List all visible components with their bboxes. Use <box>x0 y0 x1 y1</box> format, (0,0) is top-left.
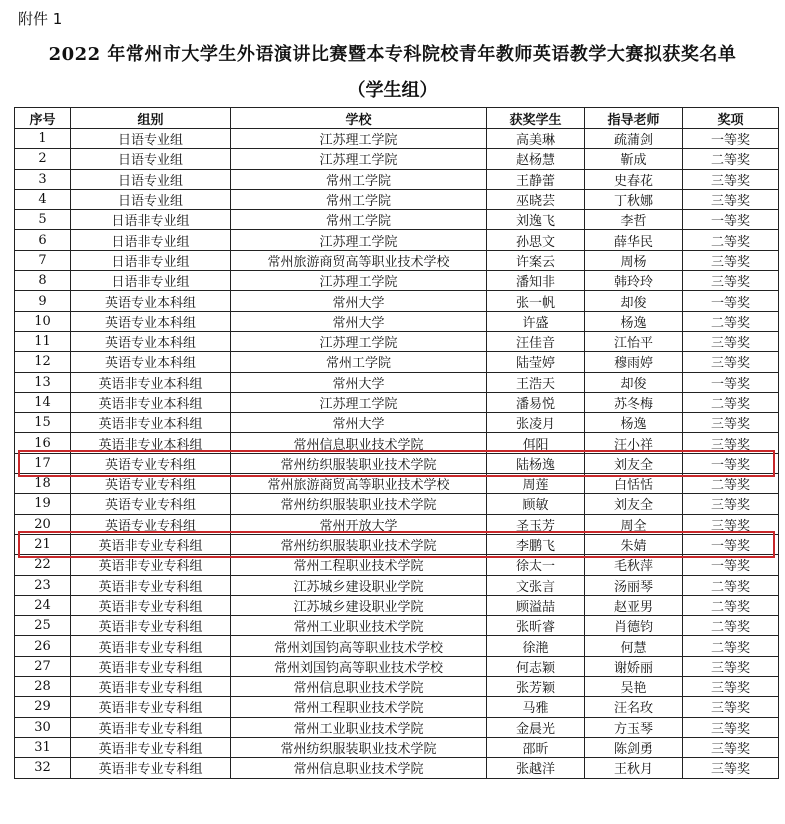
table-row <box>15 534 779 554</box>
cell-teacher: 朱婧 <box>585 534 683 554</box>
cell-teacher: 李哲 <box>585 210 683 230</box>
cell-school: 常州刘国钧高等职业技术学校 <box>231 656 487 676</box>
cell-student: 王静蕾 <box>487 169 585 189</box>
cell-school: 常州大学 <box>231 291 487 311</box>
cell-category: 日语非专业组 <box>71 230 231 250</box>
cell-number: 13 <box>15 372 71 392</box>
table-row <box>15 291 779 311</box>
cell-category: 英语非专业专科组 <box>71 534 231 554</box>
table-body <box>15 129 779 779</box>
cell-award: 三等奖 <box>683 494 779 514</box>
cell-number: 19 <box>15 494 71 514</box>
cell-teacher: 疏蒲剑 <box>585 129 683 149</box>
cell-school: 常州工业职业技术学院 <box>231 717 487 737</box>
cell-category: 英语非专业专科组 <box>71 717 231 737</box>
cell-teacher: 白恬恬 <box>585 474 683 494</box>
cell-award: 三等奖 <box>683 271 779 291</box>
cell-award: 二等奖 <box>683 230 779 250</box>
cell-student: 赵杨慧 <box>487 149 585 169</box>
cell-award: 二等奖 <box>683 575 779 595</box>
cell-number: 10 <box>15 311 71 331</box>
cell-school: 常州开放大学 <box>231 514 487 534</box>
cell-teacher: 丁秋娜 <box>585 189 683 209</box>
cell-award: 三等奖 <box>683 433 779 453</box>
cell-student: 邵昕 <box>487 737 585 757</box>
table-header-row <box>15 108 779 129</box>
cell-number: 8 <box>15 271 71 291</box>
table-row <box>15 352 779 372</box>
cell-student: 王浩天 <box>487 372 585 392</box>
cell-award: 三等奖 <box>683 758 779 778</box>
table-row <box>15 677 779 697</box>
cell-student: 陆杨逸 <box>487 453 585 473</box>
cell-category: 英语非专业专科组 <box>71 737 231 757</box>
table-row <box>15 514 779 534</box>
cell-teacher: 方玉琴 <box>585 717 683 737</box>
table-row <box>15 636 779 656</box>
cell-number: 31 <box>15 737 71 757</box>
cell-teacher: 刘友全 <box>585 453 683 473</box>
cell-award: 一等奖 <box>683 210 779 230</box>
cell-award: 三等奖 <box>683 169 779 189</box>
cell-category: 英语专业本科组 <box>71 291 231 311</box>
document-subtitle: （学生组） <box>347 80 438 101</box>
cell-teacher: 穆雨婷 <box>585 352 683 372</box>
cell-teacher: 史春花 <box>585 169 683 189</box>
cell-award: 三等奖 <box>683 352 779 372</box>
cell-category: 英语专业专科组 <box>71 514 231 534</box>
table-row <box>15 271 779 291</box>
table-row <box>15 555 779 575</box>
table-row <box>15 210 779 230</box>
cell-school: 江苏城乡建设职业学院 <box>231 575 487 595</box>
cell-student: 陆莹婷 <box>487 352 585 372</box>
cell-category: 英语非专业专科组 <box>71 677 231 697</box>
cell-category: 英语非专业专科组 <box>71 636 231 656</box>
cell-number: 2 <box>15 149 71 169</box>
cell-award: 二等奖 <box>683 474 779 494</box>
cell-category: 英语非专业专科组 <box>71 758 231 778</box>
cell-student: 周莲 <box>487 474 585 494</box>
cell-student: 张芳颖 <box>487 677 585 697</box>
col-header-teacher: 指导老师 <box>585 108 683 129</box>
cell-teacher: 陈剑勇 <box>585 737 683 757</box>
cell-teacher: 苏冬梅 <box>585 392 683 412</box>
cell-award: 一等奖 <box>683 453 779 473</box>
cell-award: 二等奖 <box>683 311 779 331</box>
cell-student: 潘易悦 <box>487 392 585 412</box>
cell-school: 常州纺织服装职业技术学院 <box>231 534 487 554</box>
cell-teacher: 刘友全 <box>585 494 683 514</box>
cell-teacher: 谢娇丽 <box>585 656 683 676</box>
cell-category: 日语专业组 <box>71 169 231 189</box>
cell-school: 常州工学院 <box>231 352 487 372</box>
cell-number: 6 <box>15 230 71 250</box>
cell-award: 三等奖 <box>683 250 779 270</box>
cell-number: 12 <box>15 352 71 372</box>
table-row <box>15 697 779 717</box>
cell-school: 江苏理工学院 <box>231 271 487 291</box>
cell-number: 24 <box>15 595 71 615</box>
col-header-school: 学校 <box>231 108 487 129</box>
cell-school: 常州信息职业技术学院 <box>231 677 487 697</box>
cell-award: 三等奖 <box>683 737 779 757</box>
cell-category: 英语专业专科组 <box>71 453 231 473</box>
cell-award: 三等奖 <box>683 677 779 697</box>
cell-award: 二等奖 <box>683 636 779 656</box>
cell-number: 32 <box>15 758 71 778</box>
table-row <box>15 717 779 737</box>
cell-number: 27 <box>15 656 71 676</box>
cell-award: 一等奖 <box>683 534 779 554</box>
cell-number: 17 <box>15 453 71 473</box>
cell-award: 二等奖 <box>683 392 779 412</box>
cell-school: 常州纺织服装职业技术学院 <box>231 494 487 514</box>
cell-student: 李鹏飞 <box>487 534 585 554</box>
cell-award: 二等奖 <box>683 616 779 636</box>
cell-student: 张越洋 <box>487 758 585 778</box>
cell-category: 英语非专业专科组 <box>71 616 231 636</box>
cell-category: 英语非专业本科组 <box>71 392 231 412</box>
cell-school: 常州旅游商贸高等职业技术学校 <box>231 250 487 270</box>
col-header-award: 奖项 <box>683 108 779 129</box>
cell-number: 14 <box>15 392 71 412</box>
cell-school: 常州工学院 <box>231 189 487 209</box>
col-header-number: 序号 <box>15 108 71 129</box>
table-row <box>15 737 779 757</box>
cell-award: 三等奖 <box>683 656 779 676</box>
cell-school: 江苏理工学院 <box>231 331 487 351</box>
cell-teacher: 杨逸 <box>585 311 683 331</box>
cell-student: 张一帆 <box>487 291 585 311</box>
cell-teacher: 汤丽琴 <box>585 575 683 595</box>
cell-student: 许盛 <box>487 311 585 331</box>
cell-number: 9 <box>15 291 71 311</box>
cell-teacher: 赵亚男 <box>585 595 683 615</box>
cell-school: 常州纺织服装职业技术学院 <box>231 453 487 473</box>
cell-category: 英语非专业专科组 <box>71 656 231 676</box>
cell-school: 常州工学院 <box>231 169 487 189</box>
cell-number: 30 <box>15 717 71 737</box>
table-row <box>15 433 779 453</box>
table-row <box>15 758 779 778</box>
cell-category: 英语非专业本科组 <box>71 413 231 433</box>
cell-school: 常州工程职业技术学院 <box>231 697 487 717</box>
cell-school: 常州大学 <box>231 311 487 331</box>
table-row <box>15 392 779 412</box>
cell-school: 常州旅游商贸高等职业技术学校 <box>231 474 487 494</box>
table-row <box>15 230 779 250</box>
cell-student: 潘知非 <box>487 271 585 291</box>
cell-award: 一等奖 <box>683 129 779 149</box>
cell-number: 3 <box>15 169 71 189</box>
cell-teacher: 汪小祥 <box>585 433 683 453</box>
cell-teacher: 却俊 <box>585 372 683 392</box>
cell-category: 英语非专业本科组 <box>71 433 231 453</box>
table-row <box>15 474 779 494</box>
cell-number: 25 <box>15 616 71 636</box>
cell-teacher: 靳成 <box>585 149 683 169</box>
cell-student: 金晨光 <box>487 717 585 737</box>
table-row <box>15 169 779 189</box>
cell-teacher: 周全 <box>585 514 683 534</box>
cell-number: 4 <box>15 189 71 209</box>
cell-category: 英语非专业专科组 <box>71 555 231 575</box>
cell-student: 巫晓芸 <box>487 189 585 209</box>
cell-category: 日语非专业组 <box>71 210 231 230</box>
cell-student: 马雅 <box>487 697 585 717</box>
cell-student: 张昕睿 <box>487 616 585 636</box>
cell-student: 文张言 <box>487 575 585 595</box>
cell-school: 常州大学 <box>231 372 487 392</box>
cell-category: 英语非专业专科组 <box>71 697 231 717</box>
table-row <box>15 189 779 209</box>
cell-teacher: 周杨 <box>585 250 683 270</box>
cell-category: 日语非专业组 <box>71 271 231 291</box>
cell-category: 英语非专业专科组 <box>71 595 231 615</box>
cell-student: 顾溢喆 <box>487 595 585 615</box>
table-row <box>15 129 779 149</box>
cell-teacher: 韩玲玲 <box>585 271 683 291</box>
cell-school: 江苏理工学院 <box>231 129 487 149</box>
cell-category: 英语专业本科组 <box>71 352 231 372</box>
cell-number: 11 <box>15 331 71 351</box>
cell-number: 15 <box>15 413 71 433</box>
cell-category: 英语专业专科组 <box>71 494 231 514</box>
table-row <box>15 311 779 331</box>
cell-student: 高美琳 <box>487 129 585 149</box>
cell-number: 18 <box>15 474 71 494</box>
cell-number: 20 <box>15 514 71 534</box>
cell-award: 三等奖 <box>683 717 779 737</box>
document-title: 2022 年常州市大学生外语演讲比赛暨本专科院校青年教师英语教学大赛拟获奖名单 <box>48 44 737 65</box>
cell-student: 徐太一 <box>487 555 585 575</box>
cell-award: 一等奖 <box>683 372 779 392</box>
cell-award: 一等奖 <box>683 555 779 575</box>
cell-student: 佴阳 <box>487 433 585 453</box>
cell-student: 刘逸飞 <box>487 210 585 230</box>
cell-award: 三等奖 <box>683 697 779 717</box>
cell-number: 1 <box>15 129 71 149</box>
table-row <box>15 595 779 615</box>
cell-award: 三等奖 <box>683 413 779 433</box>
cell-school: 常州工学院 <box>231 210 487 230</box>
cell-number: 7 <box>15 250 71 270</box>
cell-number: 21 <box>15 534 71 554</box>
cell-award: 三等奖 <box>683 514 779 534</box>
cell-award: 二等奖 <box>683 595 779 615</box>
cell-student: 张凌月 <box>487 413 585 433</box>
cell-category: 英语非专业本科组 <box>71 372 231 392</box>
cell-category: 日语专业组 <box>71 129 231 149</box>
cell-award: 一等奖 <box>683 291 779 311</box>
cell-school: 江苏理工学院 <box>231 149 487 169</box>
award-table <box>14 107 779 779</box>
cell-teacher: 何慧 <box>585 636 683 656</box>
table-row <box>15 575 779 595</box>
cell-student: 孙思文 <box>487 230 585 250</box>
col-header-student: 获奖学生 <box>487 108 585 129</box>
cell-school: 江苏理工学院 <box>231 392 487 412</box>
cell-category: 英语专业本科组 <box>71 311 231 331</box>
cell-student: 圣玉芳 <box>487 514 585 534</box>
cell-school: 常州工程职业技术学院 <box>231 555 487 575</box>
cell-school: 常州工业职业技术学院 <box>231 616 487 636</box>
cell-category: 日语专业组 <box>71 149 231 169</box>
cell-number: 16 <box>15 433 71 453</box>
cell-number: 26 <box>15 636 71 656</box>
table-row <box>15 250 779 270</box>
cell-student: 何志颖 <box>487 656 585 676</box>
table-row <box>15 149 779 169</box>
table-row <box>15 494 779 514</box>
cell-student: 徐滟 <box>487 636 585 656</box>
cell-student: 许案云 <box>487 250 585 270</box>
cell-number: 28 <box>15 677 71 697</box>
cell-teacher: 吴艳 <box>585 677 683 697</box>
cell-school: 江苏城乡建设职业学院 <box>231 595 487 615</box>
table-row <box>15 656 779 676</box>
cell-school: 常州大学 <box>231 413 487 433</box>
cell-teacher: 薛华民 <box>585 230 683 250</box>
table-row <box>15 331 779 351</box>
cell-school: 常州信息职业技术学院 <box>231 433 487 453</box>
cell-student: 汪佳音 <box>487 331 585 351</box>
cell-category: 英语专业本科组 <box>71 331 231 351</box>
cell-teacher: 江怡平 <box>585 331 683 351</box>
cell-category: 日语专业组 <box>71 189 231 209</box>
cell-school: 常州信息职业技术学院 <box>231 758 487 778</box>
cell-award: 二等奖 <box>683 149 779 169</box>
cell-teacher: 肖德钧 <box>585 616 683 636</box>
cell-teacher: 汪名玫 <box>585 697 683 717</box>
col-header-category: 组别 <box>71 108 231 129</box>
cell-number: 23 <box>15 575 71 595</box>
cell-award: 三等奖 <box>683 189 779 209</box>
table-row <box>15 616 779 636</box>
cell-category: 日语非专业组 <box>71 250 231 270</box>
cell-teacher: 杨逸 <box>585 413 683 433</box>
cell-school: 常州纺织服装职业技术学院 <box>231 737 487 757</box>
cell-teacher: 却俊 <box>585 291 683 311</box>
cell-number: 5 <box>15 210 71 230</box>
attachment-label: 附件 1 <box>18 10 63 28</box>
cell-teacher: 毛秋萍 <box>585 555 683 575</box>
cell-award: 三等奖 <box>683 331 779 351</box>
table-row <box>15 372 779 392</box>
table-row <box>15 413 779 433</box>
cell-category: 英语非专业专科组 <box>71 575 231 595</box>
cell-number: 22 <box>15 555 71 575</box>
cell-number: 29 <box>15 697 71 717</box>
cell-school: 常州刘国钧高等职业技术学校 <box>231 636 487 656</box>
table-row <box>15 453 779 473</box>
cell-teacher: 王秋月 <box>585 758 683 778</box>
cell-category: 英语专业专科组 <box>71 474 231 494</box>
cell-student: 顾敏 <box>487 494 585 514</box>
cell-school: 江苏理工学院 <box>231 230 487 250</box>
